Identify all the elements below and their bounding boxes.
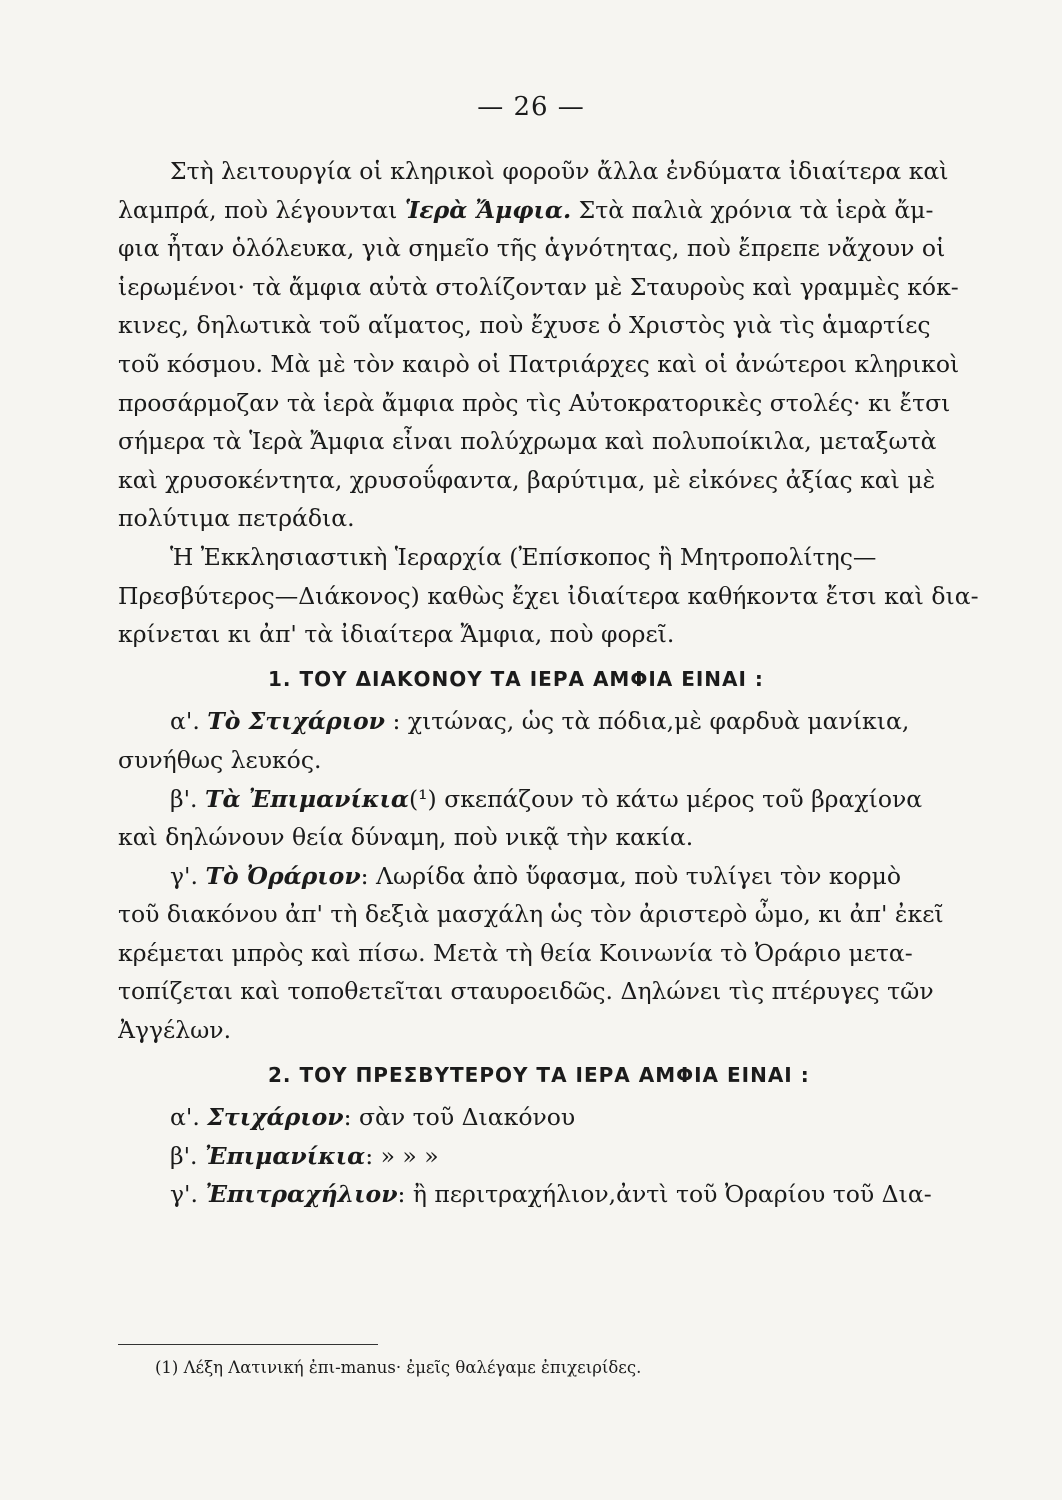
list-item-sticharion [118,1098,1018,1137]
item-text: : » » » [365,1141,439,1170]
page-number: — 26 — [477,92,585,122]
item-label: γ'. [170,861,198,890]
item-name: Ἐπιμανίκια [205,1141,366,1170]
item-name: Τὸ Στιχάριον [207,707,385,736]
item-text: σκεπάζουν τὸ κάτω μέρος τοῦ βραχίονα [444,784,923,813]
item-label: β'. [170,784,198,813]
text-line: τοπίζεται καὶ τοποθετεῖται σταυροειδῶς. Δηλώνει τὶς πτέρυγες τῶν [118,977,934,1006]
text-line: καὶ δηλώνουν θεία δύναμη, ποὺ νικᾷ τὴν κακία. [118,823,694,852]
item-name: Τὰ Ἐπιμανίκια [205,784,409,813]
footnote: (1) Λέξη Λατινική ἐπι-manus· ἐμεῖς θαλέγαμε ἐπιχειρίδες. [155,1358,642,1377]
list-item-orarion [118,857,1018,896]
footnote-ref: (¹) [408,784,437,813]
text-line: σήμερα τὰ Ἱερὰ Ἄμφια εἶναι πολύχρωμα καὶ πολυποίκιλα, μεταξωτὰ [118,427,937,456]
text-line: προσάρμοζαν τὰ ἱερὰ ἄμφια πρὸς τὶς Αὐτοκρατορικὲς στολές· κι ἔτσι [118,388,951,417]
item-text: : Λωρίδα ἀπὸ ὕφασμα, ποὺ τυλίγει τὸν κορμὸ [360,861,901,890]
item-label: α'. [170,1103,200,1132]
text-line [118,191,1018,230]
item-text: : χιτώνας, ὡς τὰ πόδια,μὲ φαρδυὰ μανίκια, [392,707,910,736]
text-fragment: Στὰ παλιὰ χρόνια τὰ ἱερὰ ἄμ- [578,195,934,224]
text-line: φια ἦταν ὁλόλευκα, γιὰ σημεῖο τῆς ἁγνότητας, ποὺ ἔπρεπε νἄχουν οἱ [118,234,946,263]
list-item-epitrachilion [118,1175,1018,1214]
text-line: κρίνεται κι ἀπ' τὰ ἰδιαίτερα Ἄμφια, ποὺ φορεῖ. [118,620,675,649]
item-label: α'. [170,707,200,736]
text-line: πολύτιμα πετράδια. [118,504,355,533]
section-heading-presbyter: 2. ΤΟΥ ΠΡΕΣΒΥΤΕΡΟΥ ΤΑ ΙΕΡΑ ΑΜΦΙΑ ΕΙΝΑΙ : [268,1062,810,1087]
text-line: τοῦ διακόνου ἀπ' τὴ δεξιὰ μασχάλη ὡς τὸν ἀριστερὸ ὦμο, κι ἀπ' ἐκεῖ [118,900,944,929]
item-name: Στιχάριον [207,1103,344,1132]
footnote-divider [118,1344,378,1345]
emphasis-term: Ἱερὰ Ἄμφια. [404,195,572,224]
section-heading-deacon: 1. ΤΟΥ ΔΙΑΚΟΝΟΥ ΤΑ ΙΕΡΑ ΑΜΦΙΑ ΕΙΝΑΙ : [268,666,764,691]
text-line: Ἀγγέλων. [118,1016,232,1045]
text-line: καὶ χρυσοκέντητα, χρυσοΰφαντα, βαρύτιμα, μὲ εἰκόνες ἀξίας καὶ μὲ [118,465,936,494]
item-label: β'. [170,1141,198,1170]
text-line: Στὴ λειτουργία οἱ κληρικοὶ φοροῦν ἄλλα ἐνδύματα ἰδιαίτερα καὶ [170,157,949,185]
page-body [118,152,1018,1214]
list-item-epimanikia [118,780,1018,819]
text-fragment: λαμπρά, ποὺ λέγουνται [118,195,398,224]
item-name: Ἐπιτραχήλιον [205,1180,398,1209]
text-line: κρέμεται μπρὸς καὶ πίσω. Μετὰ τὴ θεία Κοινωνία τὸ Ὀράριο μετα- [118,938,913,967]
text-line: τοῦ κόσμου. Μὰ μὲ τὸν καιρὸ οἱ Πατριάρχες καὶ οἱ ἀνώτεροι κληρικοὶ [118,349,960,378]
text-line: Πρεσβύτερος—Διάκονος) καθὼς ἔχει ἰδιαίτερα καθήκοντα ἔτσι καὶ δια- [118,581,979,610]
text-line: συνήθως λευκός. [118,745,322,774]
item-label: γ'. [170,1180,198,1209]
list-item-sticharion [118,702,1018,741]
item-name: Τὸ Ὀράριον [205,861,361,890]
text-line: Ἡ Ἐκκλησιαστικὴ Ἱεραρχία (Ἐπίσκοπος ἢ Μητροπολίτης— [170,542,877,571]
item-text: : ἢ περιτραχήλιον,ἀντὶ τοῦ Ὀραρίου τοῦ Δια- [397,1180,932,1209]
item-text: : σὰν τοῦ Διακόνου [343,1103,576,1132]
list-item-epimanikia [118,1137,1018,1176]
text-line: ἱερωμένοι· τὰ ἄμφια αὐτὰ στολίζονταν μὲ Σταυροὺς καὶ γραμμὲς κόκ- [118,272,959,301]
text-line: κινες, δηλωτικὰ τοῦ αἵματος, ποὺ ἔχυσε ὁ Χριστὸς γιὰ τὶς ἁμαρτίες [118,311,931,340]
